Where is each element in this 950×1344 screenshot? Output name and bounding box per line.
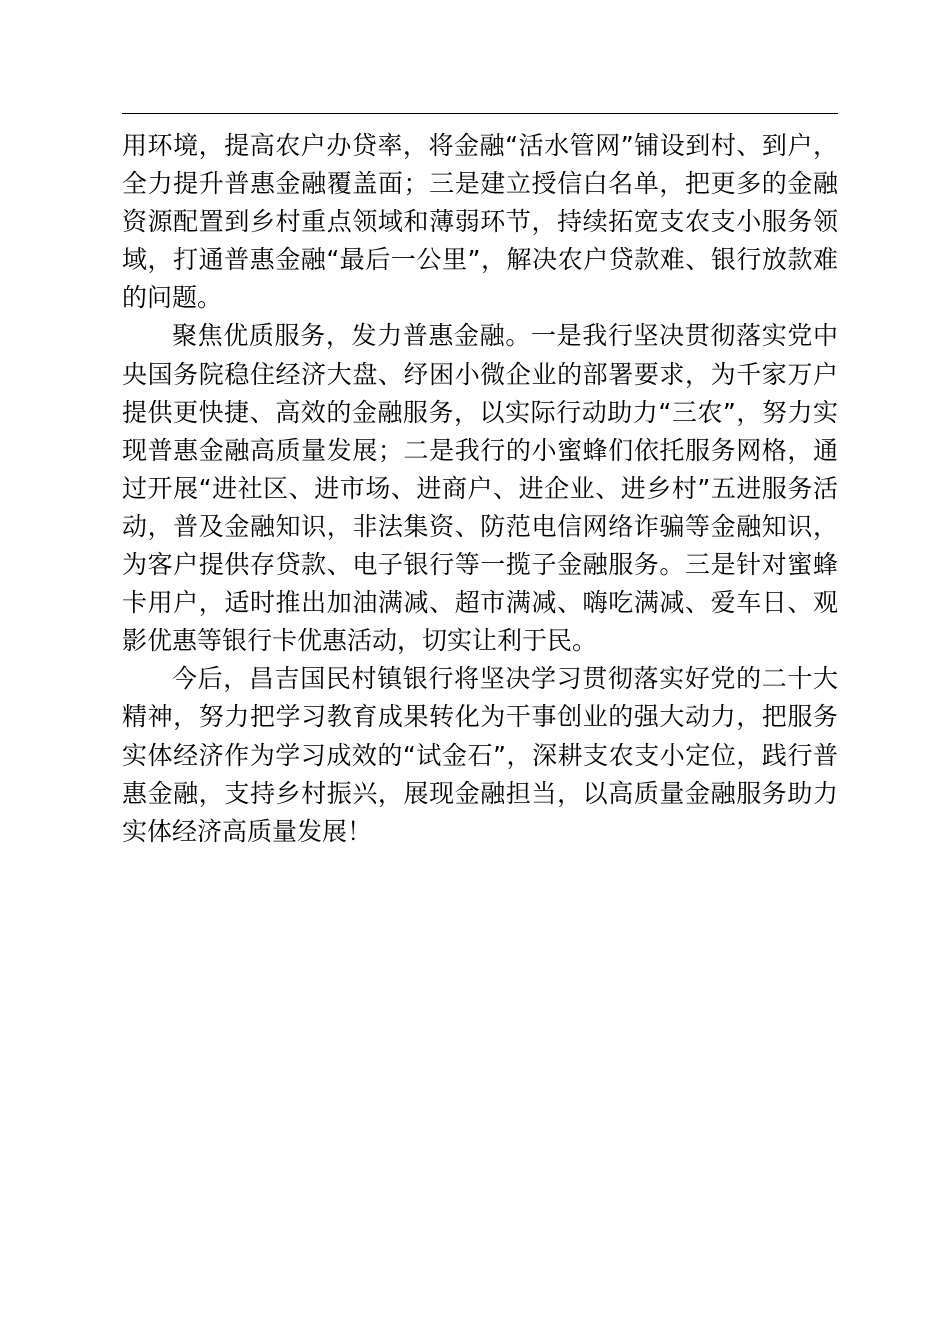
paragraph-first-line: 今后，昌吉国民村镇银行将坚决学习贯彻落实好党的二十大 [172,664,838,694]
body-text [122,127,838,851]
text-line: 资源配置到乡村重点领域和薄弱环节，持续拓宽支农支小服务领 [122,207,838,237]
text-line: 实体经济高质量发展！ [122,816,373,846]
text-line: 影优惠等银行卡优惠活动，切实让利于民。 [122,626,598,656]
text-line: 的问题。 [122,283,223,313]
text-line: 央国务院稳住经济大盘、纾困小微企业的部署要求，为千家万户 [122,359,838,389]
text-line: 域，打通普惠金融“最后一公里”，解决农户贷款难、银行放款难 [122,245,838,275]
text-line: 精神，努力把学习教育成果转化为干事创业的强大动力，把服务 [122,702,838,732]
text-line: 过开展“进社区、进市场、进商户、进企业、进乡村”五进服务活 [122,473,838,503]
text-line: 提供更快捷、高效的金融服务，以实际行动助力“三农”，努力实 [122,397,838,427]
text-line: 用环境，提高农户办贷率，将金融“活水管网”铺设到村、到户， [122,131,838,160]
paragraph-first-line: 聚焦优质服务，发力普惠金融。一是我行坚决贯彻落实党中 [172,321,838,351]
text-line: 卡用户，适时推出加油满减、超市满减、嗨吃满减、爱车日、观 [122,588,838,618]
text-line: 实体经济作为学习成效的“试金石”，深耕支农支小定位，践行普 [122,740,838,770]
text-line: 为客户提供存贷款、电子银行等一揽子金融服务。三是针对蜜蜂 [122,550,838,580]
text-line: 现普惠金融高质量发展；二是我行的小蜜蜂们依托服务网格，通 [122,435,838,465]
text-line: 全力提升普惠金融覆盖面；三是建立授信白名单，把更多的金融 [122,169,838,199]
text-line: 动，普及金融知识，非法集资、防范电信网络诈骗等金融知识， [122,511,838,541]
header-rule [122,113,838,114]
text-line: 惠金融，支持乡村振兴，展现金融担当，以高质量金融服务助力 [122,778,838,808]
